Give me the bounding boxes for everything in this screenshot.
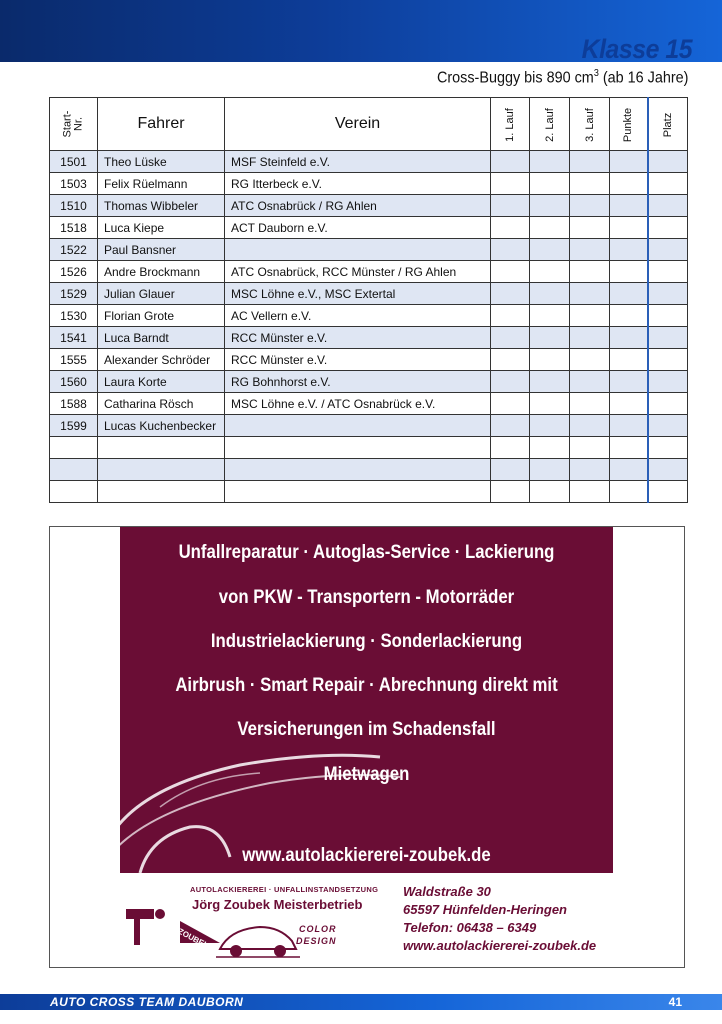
cell-fahrer: Luca Kiepe bbox=[98, 217, 225, 239]
advertisement bbox=[49, 526, 685, 968]
ad-line-5: Versicherungen im Schadensfall bbox=[237, 718, 496, 740]
cell-platz bbox=[648, 371, 688, 393]
cell-verein: MSF Steinfeld e.V. bbox=[225, 151, 491, 173]
table-row bbox=[50, 415, 688, 437]
address-web: www.autolackiererei-zoubek.de bbox=[403, 938, 597, 953]
cell-fahrer bbox=[98, 459, 225, 481]
cell-verein: RG Itterbeck e.V. bbox=[225, 173, 491, 195]
ad-panel bbox=[120, 527, 613, 873]
cell-verein: RCC Münster e.V. bbox=[225, 327, 491, 349]
cell-lauf1 bbox=[491, 195, 530, 217]
footer-team-name: AUTO CROSS TEAM DAUBORN bbox=[50, 995, 244, 1009]
table-row bbox=[50, 283, 688, 305]
cell-verein: MSC Löhne e.V. / ATC Osnabrück e.V. bbox=[225, 393, 491, 415]
cell-punkte bbox=[610, 217, 648, 239]
cell-startnr: 1599 bbox=[50, 415, 98, 437]
ad-line-2: von PKW - Transportern - Motorräder bbox=[218, 586, 515, 608]
cell-fahrer: Catharina Rösch bbox=[98, 393, 225, 415]
cell-platz bbox=[648, 305, 688, 327]
cell-platz bbox=[648, 173, 688, 195]
cell-lauf3 bbox=[570, 327, 610, 349]
cell-fahrer: Felix Rüelmann bbox=[98, 173, 225, 195]
cell-platz bbox=[648, 415, 688, 437]
cell-verein bbox=[225, 415, 491, 437]
cell-fahrer: Lucas Kuchenbecker bbox=[98, 415, 225, 437]
cell-punkte bbox=[610, 349, 648, 371]
table-row bbox=[50, 195, 688, 217]
cell-verein bbox=[225, 239, 491, 261]
cell-startnr: 1530 bbox=[50, 305, 98, 327]
cell-startnr: 1503 bbox=[50, 173, 98, 195]
cell-lauf2 bbox=[530, 305, 570, 327]
cell-lauf3 bbox=[570, 437, 610, 459]
cell-lauf2 bbox=[530, 261, 570, 283]
cell-verein: ATC Osnabrück / RG Ahlen bbox=[225, 195, 491, 217]
cell-fahrer: Laura Korte bbox=[98, 371, 225, 393]
cell-lauf3 bbox=[570, 349, 610, 371]
cell-verein: ATC Osnabrück, RCC Münster / RG Ahlen bbox=[225, 261, 491, 283]
cell-fahrer bbox=[98, 481, 225, 503]
cell-lauf3 bbox=[570, 173, 610, 195]
cell-punkte bbox=[610, 481, 648, 503]
cell-lauf2 bbox=[530, 283, 570, 305]
cell-lauf2 bbox=[530, 371, 570, 393]
cell-punkte bbox=[610, 261, 648, 283]
col-punkte: Punkte bbox=[610, 98, 648, 151]
class-subtitle: Cross-Buggy bis 890 $cm^3$ (ab 16 Jahre) bbox=[436, 68, 688, 87]
col-platz: Platz bbox=[648, 98, 688, 151]
cell-startnr: 1541 bbox=[50, 327, 98, 349]
cell-fahrer bbox=[98, 437, 225, 459]
cell-punkte bbox=[610, 173, 648, 195]
cell-verein bbox=[225, 437, 491, 459]
cell-startnr: 1588 bbox=[50, 393, 98, 415]
cell-platz bbox=[648, 151, 688, 173]
ad-line-6: Mietwagen bbox=[323, 763, 410, 785]
cell-lauf3 bbox=[570, 283, 610, 305]
cell-lauf3 bbox=[570, 459, 610, 481]
table-row bbox=[50, 151, 688, 173]
cell-lauf3 bbox=[570, 481, 610, 503]
cell-fahrer: Thomas Wibbeler bbox=[98, 195, 225, 217]
spray-gun-car-icon bbox=[120, 899, 300, 959]
cell-punkte bbox=[610, 195, 648, 217]
cell-lauf1 bbox=[491, 173, 530, 195]
cell-fahrer: Luca Barndt bbox=[98, 327, 225, 349]
col-lauf1: 1. Lauf bbox=[491, 98, 530, 151]
cell-lauf1 bbox=[491, 261, 530, 283]
cell-lauf1 bbox=[491, 283, 530, 305]
table-row bbox=[50, 481, 688, 503]
cell-verein: RCC Münster e.V. bbox=[225, 349, 491, 371]
table-row bbox=[50, 459, 688, 481]
cell-fahrer: Julian Glauer bbox=[98, 283, 225, 305]
table-row bbox=[50, 393, 688, 415]
cell-lauf1 bbox=[491, 371, 530, 393]
ad-url: www.autolackiererei-zoubek.de bbox=[242, 845, 491, 866]
table-row bbox=[50, 437, 688, 459]
cell-punkte bbox=[610, 459, 648, 481]
col-fahrer: Fahrer bbox=[98, 98, 225, 151]
cell-lauf3 bbox=[570, 217, 610, 239]
cell-startnr: 1526 bbox=[50, 261, 98, 283]
cell-punkte bbox=[610, 239, 648, 261]
cell-lauf2 bbox=[530, 217, 570, 239]
cell-lauf3 bbox=[570, 415, 610, 437]
cell-fahrer: Florian Grote bbox=[98, 305, 225, 327]
cell-lauf3 bbox=[570, 239, 610, 261]
address-phone: Telefon: 06438 – 6349 bbox=[403, 920, 537, 935]
cell-lauf1 bbox=[491, 217, 530, 239]
cell-punkte bbox=[610, 371, 648, 393]
company-tagline: AUTOLACKIEREREI · UNFALLINSTANDSETZUNG bbox=[190, 885, 379, 894]
cell-punkte bbox=[610, 415, 648, 437]
cell-lauf1 bbox=[491, 415, 530, 437]
table-row bbox=[50, 371, 688, 393]
cell-platz bbox=[648, 437, 688, 459]
table-row bbox=[50, 305, 688, 327]
cell-startnr bbox=[50, 481, 98, 503]
col-verein: Verein bbox=[225, 98, 491, 151]
company-owner: Jörg Zoubek Meisterbetrieb bbox=[192, 897, 363, 912]
ad-line-3: Industrielackierung · Sonderlackierung bbox=[210, 630, 523, 652]
cell-startnr bbox=[50, 459, 98, 481]
cell-startnr: 1529 bbox=[50, 283, 98, 305]
table-row bbox=[50, 327, 688, 349]
cell-lauf1 bbox=[491, 239, 530, 261]
cell-platz bbox=[648, 261, 688, 283]
cell-startnr: 1501 bbox=[50, 151, 98, 173]
results-table bbox=[49, 97, 688, 503]
col-lauf2: 2. Lauf bbox=[530, 98, 570, 151]
cell-lauf1 bbox=[491, 481, 530, 503]
cell-lauf2 bbox=[530, 151, 570, 173]
cell-lauf1 bbox=[491, 393, 530, 415]
cell-fahrer: Andre Brockmann bbox=[98, 261, 225, 283]
cell-lauf2 bbox=[530, 239, 570, 261]
cell-startnr: 1518 bbox=[50, 217, 98, 239]
cell-punkte bbox=[610, 327, 648, 349]
cell-punkte bbox=[610, 393, 648, 415]
table-row bbox=[50, 173, 688, 195]
col-lauf3: 3. Lauf bbox=[570, 98, 610, 151]
table-row bbox=[50, 239, 688, 261]
company-address bbox=[403, 883, 596, 955]
cell-lauf2 bbox=[530, 459, 570, 481]
svg-text:ZOUBEK: ZOUBEK bbox=[176, 926, 211, 951]
class-title: Klasse 15 bbox=[581, 34, 692, 64]
cell-platz bbox=[648, 459, 688, 481]
cell-lauf2 bbox=[530, 481, 570, 503]
cell-lauf2 bbox=[530, 327, 570, 349]
cell-platz bbox=[648, 327, 688, 349]
address-street: Waldstraße 30 bbox=[403, 884, 491, 899]
cell-lauf1 bbox=[491, 305, 530, 327]
cell-verein: RG Bohnhorst e.V. bbox=[225, 371, 491, 393]
cell-lauf2 bbox=[530, 437, 570, 459]
cell-startnr bbox=[50, 437, 98, 459]
cell-platz bbox=[648, 481, 688, 503]
cell-platz bbox=[648, 217, 688, 239]
cell-fahrer: Alexander Schröder bbox=[98, 349, 225, 371]
cell-lauf2 bbox=[530, 173, 570, 195]
col-startnr: Start- Nr. bbox=[50, 98, 98, 151]
cell-punkte bbox=[610, 305, 648, 327]
ad-line-1: Unfallreparatur · Autoglas-Service · Lackierung bbox=[178, 541, 555, 563]
address-city: 65597 Hünfelden-Heringen bbox=[403, 902, 567, 917]
cell-lauf3 bbox=[570, 305, 610, 327]
cell-lauf2 bbox=[530, 349, 570, 371]
cell-platz bbox=[648, 393, 688, 415]
cell-startnr: 1560 bbox=[50, 371, 98, 393]
cell-punkte bbox=[610, 283, 648, 305]
cell-lauf3 bbox=[570, 151, 610, 173]
cell-verein: MSC Löhne e.V., MSC Extertal bbox=[225, 283, 491, 305]
cell-punkte bbox=[610, 151, 648, 173]
cell-lauf1 bbox=[491, 437, 530, 459]
cell-startnr: 1522 bbox=[50, 239, 98, 261]
table-header-row bbox=[50, 98, 688, 151]
cell-lauf3 bbox=[570, 195, 610, 217]
cell-platz bbox=[648, 239, 688, 261]
cell-lauf1 bbox=[491, 327, 530, 349]
cell-verein bbox=[225, 459, 491, 481]
ad-line-4: Airbrush · Smart Repair · Abrechnung direkt mit bbox=[175, 674, 558, 696]
cell-lauf3 bbox=[570, 393, 610, 415]
cell-lauf1 bbox=[491, 151, 530, 173]
cell-startnr: 1555 bbox=[50, 349, 98, 371]
color-design-brand: COLOR DESIGN bbox=[296, 924, 337, 946]
cell-verein bbox=[225, 481, 491, 503]
cell-verein: AC Vellern e.V. bbox=[225, 305, 491, 327]
cell-lauf2 bbox=[530, 195, 570, 217]
table-row bbox=[50, 217, 688, 239]
table-row bbox=[50, 261, 688, 283]
cell-startnr: 1510 bbox=[50, 195, 98, 217]
table-row bbox=[50, 349, 688, 371]
cell-fahrer: Paul Bansner bbox=[98, 239, 225, 261]
cell-verein: ACT Dauborn e.V. bbox=[225, 217, 491, 239]
cell-punkte bbox=[610, 437, 648, 459]
cell-lauf2 bbox=[530, 415, 570, 437]
cell-lauf3 bbox=[570, 371, 610, 393]
cell-lauf1 bbox=[491, 349, 530, 371]
cell-lauf2 bbox=[530, 393, 570, 415]
company-logo-block bbox=[120, 879, 383, 959]
cell-fahrer: Theo Lüske bbox=[98, 151, 225, 173]
cell-lauf3 bbox=[570, 261, 610, 283]
page-number: 41 bbox=[668, 995, 682, 1009]
cell-platz bbox=[648, 349, 688, 371]
cell-lauf1 bbox=[491, 459, 530, 481]
cell-platz bbox=[648, 195, 688, 217]
cell-platz bbox=[648, 283, 688, 305]
